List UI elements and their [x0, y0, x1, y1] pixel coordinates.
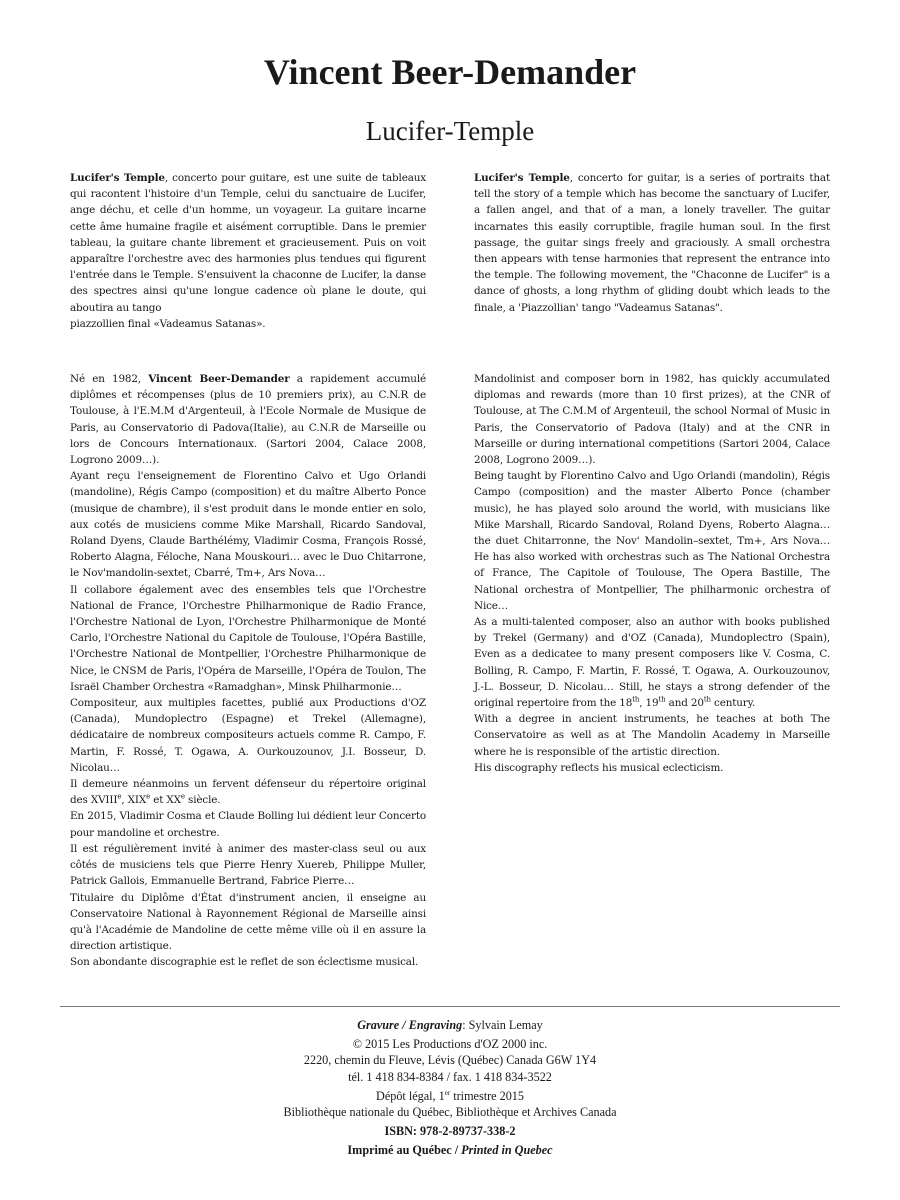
bio-french-paragraph: En 2015, Vladimir Cosma et Claude Bolling lui dédient leur Concerto pour mandoline et orchestre.	[70, 810, 426, 839]
legal-deposit-start: Dépôt légal, 1	[376, 1088, 445, 1103]
intro-french-lead: Lucifer's Temple	[70, 172, 165, 184]
bio-english-p3-mid: and 20	[665, 697, 704, 710]
intro-english-text: , concerto for guitar, is a series of portraits that tell the story of a temple which has become the sanctuary of Lucifer, a fallen angel, and that of a man, a lonely traveller. The guitar incarnates this easily corruptible, fragile human soul. In the first passage, the guitar sings freely and graciously. A small orchestra then appears with tense harmonies that represent the entrance into the temple. The following movement, the "Chaconne de Lucifer" is a dance of ghosts, a long rhythm of gliding doubt which leads to the finale, a 'Piazzollian' tango "Vadeamus Satanas".	[474, 172, 830, 314]
bio-french-paragraph: Son abondante discographie est le reflet de son éclectisme musical.	[70, 956, 419, 969]
engraving-credit	[0, 1017, 900, 1033]
bio-french-paragraph	[70, 371, 426, 468]
superscript: er	[444, 1088, 451, 1097]
bio-english-p3-start: As a multi-talented composer, also an author with books published by Trekel (Germany) and d'OZ (Canada), Mundoplectro (Spain), Even as a dedicatee to many present composers like V. Cosma, C. Bolling, R. Campo, F. Martin, F. Rossé, T. Ogawa, A. Ourkouzounov, J.-L. Bosseur, D. Nicolau… Still, he stays a strong defender of the original repertoire from the 18	[474, 616, 830, 710]
superscript: th	[658, 695, 666, 704]
biography-english	[474, 371, 830, 776]
bio-french-composer-name: Vincent Beer-Demander	[148, 373, 290, 385]
bio-french-paragraph: Il est régulièrement invité à animer des master-class seul ou aux côtés de musiciens tels que Pierre Henry Xuereb, Philippe Muller, Patrick Gallois, Emmanuelle Bertrand, Fabrice Pierre…	[70, 842, 426, 888]
printed-in-english: Printed in Quebec	[461, 1143, 553, 1158]
superscript: e	[146, 792, 151, 801]
printed-in	[0, 1142, 900, 1158]
bio-english-p3-end: century.	[710, 697, 756, 710]
publisher-phone: tél. 1 418 834-8384 / fax. 1 418 834-3522	[348, 1069, 552, 1084]
bio-english-paragraph: With a degree in ancient instruments, he teaches at both The Conservatoire as well as at The Mandolin Academy in Marseille where he is responsible of the artistic direction.	[474, 713, 830, 758]
bio-french-paragraph: Ayant reçu l'enseignement de Florentino Calvo et Ugo Orlandi (mandoline), Régis Campo (composition) et du maître Alberto Ponce (musique de chambre), il s'est produit dans le monde entier en solo, aux cotés de musiciens comme Mike Marshall, Ricardo Sandoval, Roland Dyens, Claude Barthélémy, Vladimir Cosma, François Rossé, Roberto Alagna, Féloche, Nana Mouskouri… avec le Duo Chitarrone, le Nov'mandolin-sextet, Cbarré, Tm+, Ars Nova…	[70, 470, 426, 580]
publisher-address: 2220, chemin du Fleuve, Lévis (Québec) Canada G6W 1Y4	[303, 1053, 597, 1068]
intro-french	[70, 170, 426, 332]
isbn: ISBN: 978-2-89737-338-2	[384, 1124, 516, 1139]
intro-english	[474, 170, 830, 316]
footer-divider	[60, 1006, 840, 1007]
legal-deposit	[0, 1088, 900, 1104]
bio-french-paragraph: Titulaire du Diplôme d'État d'instrument ancien, il enseigne au Conservatoire National à Rayonnement Régional de Marseille ainsi qu'à l'Académie de Mandoline de cette même ville où il en assure la direction artistique.	[70, 891, 426, 953]
bio-english-paragraph: Being taught by Florentino Calvo and Ugo Orlandi (mandolin), Régis Campo (composition) and the master Alberto Ponce (chamber music), he has played solo around the world, with musicians like Mike Marshall, Ricardo Sandoval, Roland Dyens, Roberto Alagna… the duet Chitarronne, the Nov' Mandolin–sextet, Tm+, Ars Nova… He has also worked with orchestras such as The National Orchestra of France, The Capitole of Toulouse, The Opera Bastille, The National orchestra of Montpellier, The philharmonic orchestra of Nice…	[474, 470, 830, 612]
bio-english-paragraph: Mandolinist and composer born in 1982, has quickly accumulated diplomas and rewards (more than 10 first prizes), at the CNR of Toulouse, at The C.M.M of Argenteuil, the school Normal of Music in Paris, the Conservatorio of Padova (Italy) and at the CNR in Marseille or during international competitions (Sartori 2004, Calace 2008, Logrono 2009…).	[474, 373, 830, 467]
bio-english-paragraph: His discography reflects his musical eclecticism.	[474, 761, 724, 774]
bio-french-paragraph: Il collabore également avec des ensembles tels que l'Orchestre National de France, l'Orchestre Philharmonique de Radio France, l'Orchestre National de Lyon, l'Orchestre Philharmonique de Monté Carlo, l'Orchestre National du Capitole de Toulouse, l'Opéra Bastille, l'Orchestre National de Montpellier, l'Orchestre Philharmonique de Nice, le CNSM de Paris, l'Opéra de Marseille, l'Opéra de Toulon, The Israël Chamber Orchestra «Ramadghan», Minsk Philharmonie…	[70, 583, 426, 693]
publication-credits	[0, 1017, 900, 1159]
intro-english-paragraph	[474, 170, 830, 316]
bio-french-p5-start: Il demeure néanmoins un fervent défenseur du répertoire original des XVIII	[70, 778, 426, 807]
bio-french-p5-mid: , XIX	[121, 794, 147, 807]
work-title: Lucifer-Temple	[365, 116, 535, 146]
library-deposit: Bibliothèque nationale du Québec, Bibliothèque et Archives Canada	[283, 1105, 617, 1120]
engraver-name: : Sylvain Lemay	[462, 1018, 543, 1032]
superscript: e	[117, 792, 122, 801]
printed-in-french: Imprimé au Québec /	[347, 1143, 462, 1158]
engraving-label: Gravure /	[357, 1018, 409, 1032]
superscript: e	[180, 792, 185, 801]
bio-english-p3-mid: , 19	[639, 697, 659, 710]
composer-name: Vincent Beer-Demander	[263, 52, 637, 92]
bio-english-paragraph	[474, 614, 830, 711]
biography-french	[70, 371, 426, 971]
bio-french-p5-end: siècle.	[184, 794, 221, 807]
engraving-label-english: Engraving	[408, 1018, 463, 1032]
bio-french-paragraph: Compositeur, aux multiples facettes, publié aux Productions d'OZ (Canada), Mundoplectro (Espagne) et Trekel (Allemagne), dédicataire de nombreux compositeurs actuels comme R. Campo, F. Martin, F. Rossé, T. Ogawa, A. Ourkouzounov, J.I. Bosseur, D. Nicolau…	[70, 697, 426, 774]
bio-french-p1-start: Né en 1982,	[70, 373, 149, 385]
bio-french-paragraph	[70, 776, 426, 808]
intro-french-text: , concerto pour guitare, est une suite de tableaux qui racontent l'histoire d'un Temple, celui du sanctuaire de Lucifer, ange déchu, et celle d'un homme, un voyageur. La guitare incarne cette âme humaine fragile et aisément corruptible. Dans le premier tableau, la guitare chante librement et gracieusement. Puis on voit apparaître l'orchestre avec des harmonies plus tendues qui figurent l'entrée dans le Temple. S'ensuivent la chaconne de Lucifer, la danse des spectres ainsi qu'une longue cadence où plane le doute, qui aboutira au tango	[70, 172, 426, 314]
intro-french-last-line: piazzollien final «Vadeamus Satanas».	[70, 317, 266, 330]
legal-deposit-end: trimestre 2015	[450, 1088, 524, 1103]
intro-english-lead: Lucifer's Temple	[474, 172, 570, 184]
superscript: th	[703, 695, 711, 704]
copyright-line: © 2015 Les Productions d'OZ 2000 inc.	[352, 1037, 548, 1052]
intro-french-paragraph	[70, 170, 426, 316]
bio-french-p1-rest: a rapidement accumulé diplômes et récompenses (plus de 10 premiers prix), au C.N.R de Toulouse, à l'E.M.M d'Argenteuil, à l'Ecole Normale de Musique de Paris, au Conservatorio di Padova(Italie), au C.N.R de Marseille ou lors de Concours Internationaux. (Sartori 2004, Calace 2008, Logrono 2009…).	[70, 373, 427, 467]
bio-french-p5-mid: et XX	[150, 794, 181, 807]
superscript: th	[632, 695, 640, 704]
